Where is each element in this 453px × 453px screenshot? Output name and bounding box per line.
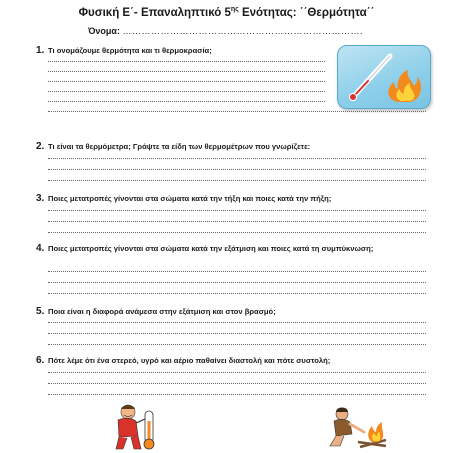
question-6: 6. Πότε λέμε ότι ένα στερεό, υγρό και αέριο παθαίνει διαστολή και πότε συστολή; <box>36 355 331 366</box>
hot-person-thermometer-icon <box>110 403 166 451</box>
question-5: 5. Ποια είναι η διαφορά ανάμεσα στην εξάτμιση και στον βρασμό; <box>36 306 276 317</box>
answer-line[interactable] <box>48 101 325 102</box>
name-field[interactable] <box>88 26 363 36</box>
answer-line[interactable] <box>48 71 325 72</box>
question-1: 1. Τι ονομάζουμε θερμότητα και τι θερμοκρασία; <box>36 45 212 56</box>
caveman-fire-icon <box>326 406 392 450</box>
answer-line[interactable] <box>48 282 426 283</box>
answer-line[interactable] <box>48 344 426 345</box>
answer-line[interactable] <box>48 322 426 323</box>
answer-line[interactable] <box>48 111 426 112</box>
question-4: 4. Ποιες μετατροπές γίνονται στα σώματα κατά την εξάτμιση και ποιες κατά τη συμπύκνωση; <box>36 243 374 254</box>
answer-line[interactable] <box>48 293 426 294</box>
thermometer-icon <box>338 46 430 108</box>
answer-line[interactable] <box>48 394 426 395</box>
answer-line[interactable] <box>48 372 426 373</box>
answer-line[interactable] <box>48 169 426 170</box>
name-label: Όνομα: <box>88 26 120 36</box>
answer-line[interactable] <box>48 210 426 211</box>
answer-line[interactable] <box>48 91 325 92</box>
question-2: 2. Τι είναι τα θερμόμετρα; Γράψτε τα είδη των θερμομέτρων που γνωρίζετε: <box>36 141 311 152</box>
thermometer-flame-illustration <box>337 45 431 109</box>
answer-line[interactable] <box>48 158 426 159</box>
worksheet-title: Φυσική Ε΄- Επαναληπτικό $5^{\eta\varsigma}$ Ενότητας: ΄΄Θερμότητα΄΄ <box>78 6 375 19</box>
question-3: 3. Ποιες μετατροπές γίνονται στα σώματα κατά την τήξη και ποιες κατά την πήξη; <box>36 193 332 204</box>
answer-line[interactable] <box>48 180 426 181</box>
answer-line[interactable] <box>48 61 325 62</box>
answer-line[interactable] <box>48 271 426 272</box>
answer-line[interactable] <box>48 81 325 82</box>
answer-line[interactable] <box>48 221 426 222</box>
answer-line[interactable] <box>48 333 426 334</box>
answer-line[interactable] <box>48 383 426 384</box>
name-dots: …………………………………………………………………. <box>122 26 363 36</box>
answer-line[interactable] <box>48 232 426 233</box>
